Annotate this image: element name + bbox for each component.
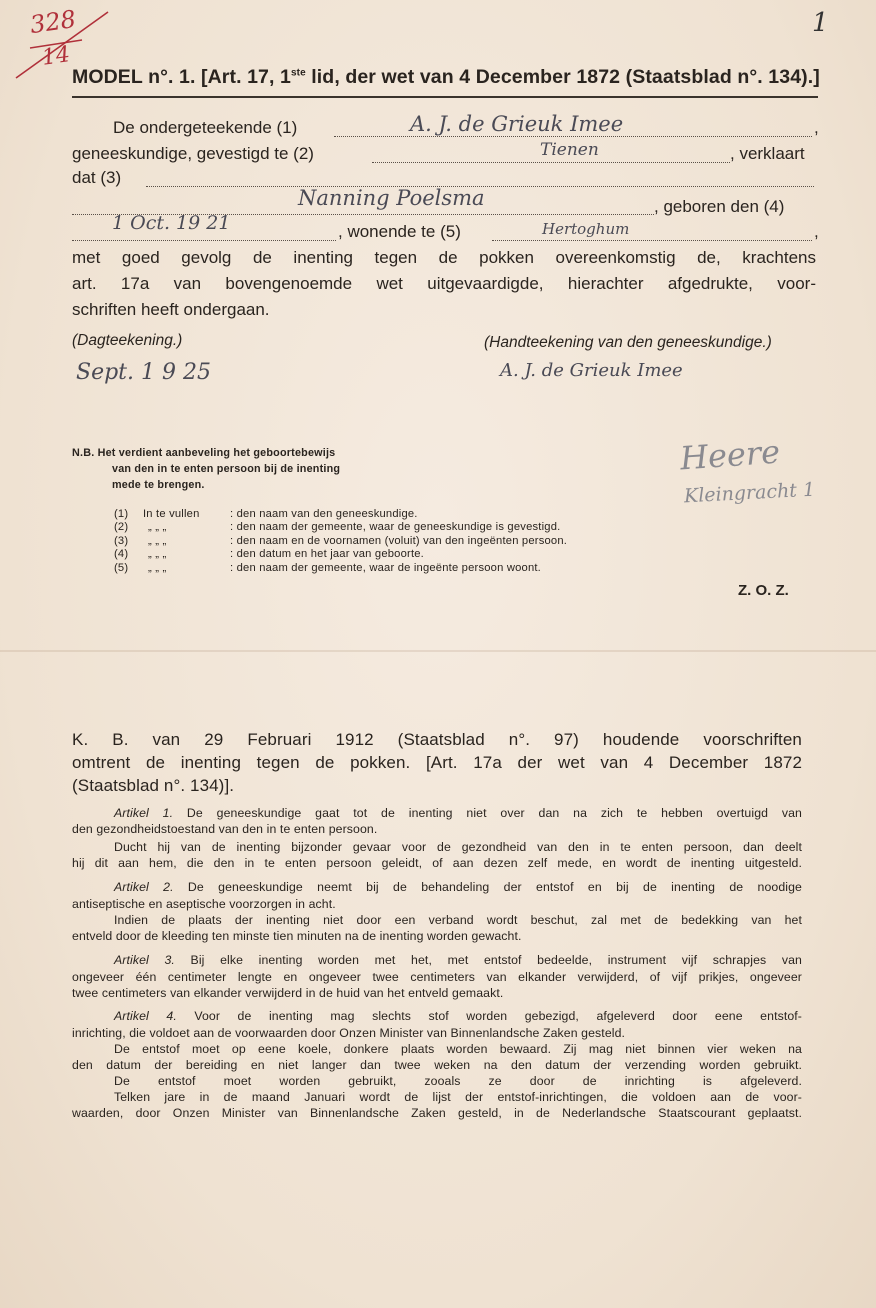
zoz-marker: Z. O. Z. xyxy=(738,582,789,599)
article-text: Telken jare in de maand Januari wordt de lijst der entstof-inrichtingen, die voldoen aan de voor- xyxy=(114,1090,802,1104)
article-line xyxy=(72,929,522,943)
handwritten-signature: A. J. de Grieuk Imee xyxy=(500,360,683,381)
article-label: Artikel 1. xyxy=(114,806,174,820)
article-line xyxy=(72,1058,802,1072)
town-field[interactable] xyxy=(372,162,730,163)
footnote-prefix: „ „ „ xyxy=(148,521,167,533)
handwritten-date: Sept. 1 9 25 xyxy=(76,360,211,385)
article-line xyxy=(114,880,802,894)
article-line xyxy=(72,986,503,1000)
model-label: MODEL n°. 1. xyxy=(72,66,196,88)
footnote-prefix: „ „ „ xyxy=(148,548,167,560)
regulation-heading-line: K. B. van 29 Februari 1912 (Staatsblad n°. 97) houdende voorschriften xyxy=(72,730,802,749)
declaration-line: schriften heeft ondergaan. xyxy=(72,300,270,319)
article-line xyxy=(114,806,802,820)
article-reference: [Art. 17, 1ste lid, der wet van 4 December 1872 (Staatsblad n°. 134).] xyxy=(201,66,820,88)
page-number: 1 xyxy=(812,8,829,38)
article-line xyxy=(72,970,802,984)
birth-date-field[interactable] xyxy=(72,240,336,241)
article-text: De entstof moet op eene koele, donkere plaats worden bewaard. Zij mag niet binnen vier weken na xyxy=(114,1042,802,1056)
regulation-heading-line: omtrent de inenting tegen de pokken. [Art. 17a der wet van 4 December 1872 xyxy=(72,753,802,772)
archive-number-top: 328 xyxy=(28,4,78,40)
article-line xyxy=(114,913,802,927)
article-text: den datum der bereiding en niet langer dan twee weken na den datum der verzending worden gebruikt. xyxy=(72,1058,802,1072)
nb-note-line: van den in te enten persoon bij de inenting xyxy=(112,463,341,475)
article-line xyxy=(72,897,336,911)
handwritten-birth-date: 1 Oct. 19 21 xyxy=(112,212,231,234)
footnote-number: (5) xyxy=(114,562,129,574)
article-line xyxy=(72,1026,625,1040)
article-text: hij dit aan hem, die den in te enten persoon geleidt, of aan dezen zelf mede, en wordt de inenting uitgesteld. xyxy=(72,856,802,870)
footnote-number: (2) xyxy=(114,521,129,533)
article-text: entveld door de kleeding ten minste tien minuten na de inenting worden gewacht. xyxy=(72,929,522,943)
article-text: Ducht hij van de inenting bijzonder gevaar voor de gezondheid van den in te enten persoon, dan deelt xyxy=(114,840,802,854)
margin-address-note: Kleingracht 1 xyxy=(683,478,816,508)
article-label: Artikel 2. xyxy=(114,880,174,894)
article-text: inrichting, die voldoet aan de voorwaarden door Onzen Minister van Binnenlandsche Zaken gesteld. xyxy=(72,1026,626,1040)
undersigned-label: De ondergeteekende (1) xyxy=(113,118,298,137)
signature-label: (Handteekening van den geneeskundige.) xyxy=(484,334,772,351)
person-label: dat (3) xyxy=(72,168,122,187)
article-text: De geneeskundige neemt bij de behandeling der entstof en bij de inenting de noodige xyxy=(173,880,802,894)
archive-number-bottom: 14 xyxy=(40,42,72,71)
footnote-text: : den naam van den geneeskundige. xyxy=(230,508,418,520)
residence-field[interactable] xyxy=(492,240,812,241)
article-line xyxy=(72,822,377,836)
article-text: ongeveer één centimeter lengte en ongeveer twee centimeters van elkander verwijderd, of vijf prikjes, ongeveer xyxy=(72,970,802,984)
doctor-name-field[interactable] xyxy=(334,136,812,137)
handwritten-person-name: Nanning Poelsma xyxy=(298,186,485,210)
article-line xyxy=(72,1106,802,1120)
header-rule xyxy=(72,96,818,98)
article-line xyxy=(114,840,802,854)
nb-note-line: mede te brengen. xyxy=(112,479,205,491)
nb-note-line: N.B. Het verdient aanbeveling het geboortebewijs xyxy=(72,447,336,459)
article-line xyxy=(114,953,802,967)
footnote-number: (1) xyxy=(114,508,129,520)
footnote-text: : den naam der gemeente, waar de geneeskundige is gevestigd. xyxy=(230,521,561,533)
article-label: Artikel 4. xyxy=(114,1009,177,1023)
article-text: Bij elke inenting worden met het, met entstof bedeelde, instrument vijf schrapjes van xyxy=(174,953,802,967)
footnote-prefix: In te vullen xyxy=(143,508,200,520)
article-line xyxy=(114,1042,802,1056)
footnote-text: : den naam en de voornamen (voluit) van den ingeënten persoon. xyxy=(230,535,568,547)
date-label: (Dagteekening.) xyxy=(72,332,183,349)
article-line xyxy=(114,1090,802,1104)
article-text: den gezondheidstoestand van den in te enten persoon. xyxy=(72,822,378,836)
declaration-line: met goed gevolg de inenting tegen de pokken overeenkomstig de, krachtens xyxy=(72,248,816,267)
article-line xyxy=(72,856,802,870)
article-text: De geneeskundige gaat tot de inenting niet over dan na zich te hebben overtuigd van xyxy=(173,806,802,820)
margin-name-note: Heere xyxy=(678,432,782,478)
article-text: Voor de inenting mag slechts stof worden gebezigd, afgeleverd door eene entstof- xyxy=(176,1009,802,1023)
footnote-text: : den naam der gemeente, waar de ingeënte persoon woont. xyxy=(230,562,541,574)
footnote-text: : den datum en het jaar van geboorte. xyxy=(230,548,424,560)
model-header xyxy=(72,66,818,89)
handwritten-town: Tienen xyxy=(540,140,599,160)
article-text: twee centimeters van elkander verwijderd in de huid van het entveld gemaakt. xyxy=(72,986,504,1000)
physician-location-label: geneeskundige, gevestigd te (2) xyxy=(72,144,314,163)
article-text: antiseptische en aseptische voorzorgen in acht. xyxy=(72,897,336,911)
footnote-prefix: „ „ „ xyxy=(148,562,167,574)
regulation-heading-line: (Staatsblad n°. 134)]. xyxy=(72,776,235,795)
footnote-prefix: „ „ „ xyxy=(148,535,167,547)
article-text: waarden, door Onzen Minister van Binnenlandsche Zaken gesteld, in de Nederlandsche Staatscourant geplaatst. xyxy=(72,1106,802,1120)
article-label: Artikel 3. xyxy=(114,953,175,967)
handwritten-residence: Hertoghum xyxy=(542,220,630,238)
handwritten-doctor-name: A. J. de Grieuk Imee xyxy=(410,112,624,136)
article-line xyxy=(114,1009,802,1023)
footnote-number: (3) xyxy=(114,535,129,547)
article-text: Indien de plaats der inenting niet door een verband wordt beschut, zal met de bedekking van het xyxy=(114,913,802,927)
article-text: De entstof moet worden gebruikt, zooals ze door de inrichting is afgeleverd. xyxy=(114,1074,802,1088)
article-line xyxy=(114,1074,802,1088)
document-page: 328 14 1 MODEL n°. 1. [Art. 17, 1ste lid, der wet van 4 December 1872 (Staatsblad n°. 134).] De ondergeteekende (1) , A. J. de Grieuk Imee geneeskundige, gevestigd te (2) , verklaart Tienen dat (3) , geboren den (4) Nanning Poelsma , wonende te (5) , 1 Oct. 19 21 Hertoghum met goed gevolg de inenting tegen de pokken overeenkomstig de, krachtens art. 17a van bovengenoemde wet uitgevaardigde, hierachter afgedrukte, voor- schriften heeft ondergaan. (Dagteekening.) (Handteekening van den geneeskundige.) Sept. 1 9 25 A. J. de Grieuk Imee Heere Kleingracht 1 N.B. Het verdient aanbeveling het geboortebewijs van den in te enten persoon bij de inenting mede te brengen. (1) In te vullen : den naam van den geneeskundige. (2) „ „ „ : den naam der gemeente, waar de geneeskundige is gevestigd. (3) „ „ „ : den naam en de voornamen (voluit) van den ingeënten persoon. (4) „ „ „ : den datum en het jaar van geboorte. (5) „ „ „ : den naam der gemeente, waar de ingeënte persoon woont. Z. O. Z. K. B. van 29 Februari 1912 (Staatsblad n°. 97) houdende voorschriften omtrent de inenting tegen de pokken. [Art. 17a der wet van 4 December 1872 (Staatsblad n°. 134)]. Artikel 1. De geneeskundige gaat tot de inenting niet over dan na zich te hebben overtuigd van den gezondheidstoestand van den in te enten persoon. Ducht hij van de inenting bijzonder gevaar voor de gezondheid van den in te enten persoon, dan deelt hij dit aan hem, die den in te enten persoon geleidt, of aan dezen zelf mede, en wordt de inenting uitgesteld. Artikel 2. De geneeskundige neemt bij de behandeling der entstof en bij de inenting de noodige antiseptische en aseptische voorzorgen in acht. Indien de plaats der inenting niet door een verband wordt beschut, zal met de bedekking van het entveld door de kleeding ten minste tien minuten na de inenting worden gewacht. Artikel 3. Bij elke inenting worden met het, met entstof bedeelde, instrument vijf schrapjes van ongeveer één centimeter lengte en ongeveer twee centimeters van elkander verwijderd, of vijf prikjes, ongeveer twee centimeters van elkander verwijderd in de huid van het entveld gemaakt. Artikel 4. Voor de inenting mag slechts stof worden gebezigd, afgeleverd door eene entstof- inrichting, die voldoet aan de voorwaarden door Onzen Minister van Binnenlandsche Zaken gesteld. De entstof moet op eene koele, donkere plaats worden bewaard. Zij mag niet binnen vier weken na den datum der bereiding en niet langer dan twee weken na den datum der verzending worden gebruikt. De entstof moet worden gebruikt, zooals ze door de inrichting is afgeleverd. Telken jare in de maand Januari wordt de lijst der entstof-inrichtingen, die voldoen aan de voor- waarden, door Onzen Minister van Binnenlandsche Zaken gesteld, in de Nederlandsche Staatscourant geplaatst. xyxy=(0,0,876,1308)
footnote-number: (4) xyxy=(114,548,129,560)
declaration-line: art. 17a van bovengenoemde wet uitgevaardigde, hierachter afgedrukte, voor- xyxy=(72,274,816,293)
paper-fold xyxy=(0,650,876,652)
